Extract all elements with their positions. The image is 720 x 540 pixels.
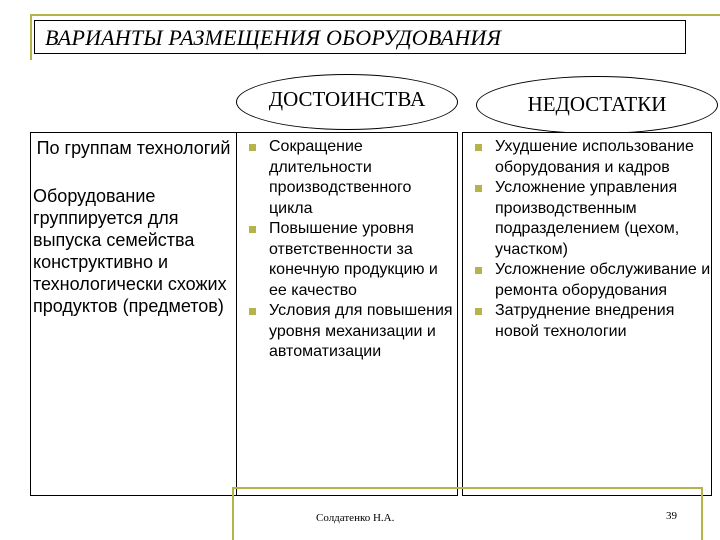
list-item xyxy=(237,301,457,363)
group-column xyxy=(30,132,237,496)
disadvantage-text: Усложнение управления производственным подразделением (цехом, участком) xyxy=(495,179,680,258)
frame-line-bottom xyxy=(232,487,702,489)
frame-line-footer-right xyxy=(701,487,703,540)
advantage-text: Сокращение длительности производственного цикла xyxy=(269,138,412,217)
list-item xyxy=(237,219,457,301)
disadvantage-text: Ухудшение использование оборудования и кадров xyxy=(495,138,694,176)
frame-line-top xyxy=(30,14,720,16)
advantage-text: Условия для повышения уровня механизации и автоматизации xyxy=(269,302,453,360)
group-heading: По группам технологий xyxy=(36,138,231,158)
disadvantages-column xyxy=(462,132,712,496)
disadvantages-oval xyxy=(476,76,718,134)
frame-line-footer-left xyxy=(232,487,234,540)
advantages-oval xyxy=(236,74,458,130)
slide-title: ВАРИАНТЫ РАЗМЕЩЕНИЯ ОБОРУДОВАНИЯ xyxy=(45,25,502,50)
list-item xyxy=(463,178,711,260)
disadvantage-text: Усложнение обслуживание и ремонта оборудования xyxy=(495,261,711,299)
group-description: Оборудование группируется для выпуска семейства конструктивно и технологически схожих продуктов (предметов) xyxy=(33,186,227,316)
list-item xyxy=(463,137,711,178)
title-box xyxy=(34,20,686,54)
square-bullet-icon xyxy=(475,185,482,192)
frame-line-left xyxy=(30,14,32,60)
list-item xyxy=(463,260,711,301)
list-item xyxy=(237,137,457,219)
advantages-list xyxy=(237,137,457,363)
square-bullet-icon xyxy=(249,144,256,151)
disadvantages-label: НЕДОСТАТКИ xyxy=(527,92,667,116)
advantage-text: Повышение уровня ответственности за конечную продукцию и ее качество xyxy=(269,220,438,299)
disadvantage-text: Затруднение внедрения новой технологии xyxy=(495,302,675,340)
square-bullet-icon xyxy=(249,226,256,233)
square-bullet-icon xyxy=(249,308,256,315)
disadvantages-list xyxy=(463,137,711,342)
footer-author: Солдатенко Н.А. xyxy=(316,512,395,524)
square-bullet-icon xyxy=(475,144,482,151)
square-bullet-icon xyxy=(475,308,482,315)
list-item xyxy=(463,301,711,342)
advantages-column xyxy=(236,132,458,496)
page-number: 39 xyxy=(666,510,677,522)
advantages-label: ДОСТОИНСТВА xyxy=(268,87,426,111)
square-bullet-icon xyxy=(475,267,482,274)
